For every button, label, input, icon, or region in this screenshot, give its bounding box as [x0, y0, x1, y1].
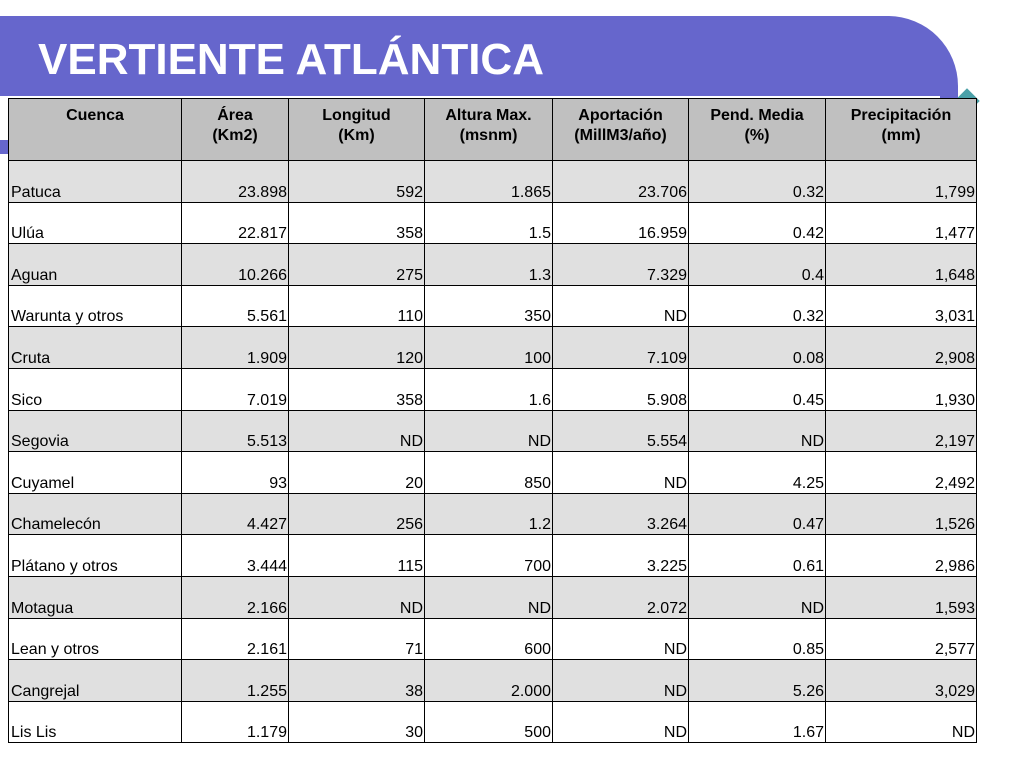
table-cell-altura-max: 1.2 [425, 493, 553, 535]
table-cell-pend-media: ND [689, 410, 826, 452]
table-cell-area: 7.019 [182, 368, 289, 410]
column-header-longitud [289, 99, 425, 161]
data-table [8, 98, 977, 743]
row-label-cell: Sico [9, 368, 182, 410]
table-cell-area: 1.909 [182, 327, 289, 369]
row-label-cell: Cuyamel [9, 452, 182, 494]
table-cell-area: 3.444 [182, 535, 289, 577]
table-header-row [9, 99, 977, 161]
data-table-container [8, 98, 976, 743]
table-row [9, 493, 977, 535]
table-cell-precipitacion: 2,577 [826, 618, 977, 660]
table-body [9, 161, 977, 743]
table-cell-altura-max: 1.5 [425, 202, 553, 244]
table-cell-area: 5.561 [182, 285, 289, 327]
table-cell-precipitacion: 1,930 [826, 368, 977, 410]
column-header-line: Aportación [578, 107, 663, 124]
table-row [9, 202, 977, 244]
row-label-cell: Lis Lis [9, 701, 182, 743]
column-header-line: Área [217, 107, 253, 124]
table-cell-aportacion: 3.264 [553, 493, 689, 535]
row-label-cell: Cruta [9, 327, 182, 369]
column-header-line: Longitud [322, 107, 391, 124]
table-cell-altura-max: 600 [425, 618, 553, 660]
column-header-pend-media [689, 99, 826, 161]
table-cell-precipitacion: 1,593 [826, 576, 977, 618]
column-header-line: Altura Max. [445, 107, 532, 124]
table-cell-altura-max: 850 [425, 452, 553, 494]
table-cell-aportacion: 2.072 [553, 576, 689, 618]
table-cell-pend-media: 0.45 [689, 368, 826, 410]
table-cell-pend-media: 0.4 [689, 244, 826, 286]
table-cell-altura-max: 700 [425, 535, 553, 577]
table-cell-pend-media: 0.08 [689, 327, 826, 369]
row-label-cell: Aguan [9, 244, 182, 286]
table-cell-altura-max: 500 [425, 701, 553, 743]
table-cell-aportacion: ND [553, 618, 689, 660]
table-row [9, 410, 977, 452]
table-cell-aportacion: 16.959 [553, 202, 689, 244]
table-cell-area: 22.817 [182, 202, 289, 244]
table-row [9, 244, 977, 286]
table-cell-precipitacion: 1,477 [826, 202, 977, 244]
column-header-line: (mm) [881, 127, 921, 144]
table-cell-longitud: 358 [289, 368, 425, 410]
table-cell-pend-media: 0.85 [689, 618, 826, 660]
table-cell-area: 23.898 [182, 161, 289, 203]
table-cell-precipitacion: 1,526 [826, 493, 977, 535]
column-header-line: (%) [744, 127, 770, 144]
column-header-line: Pend. Media [710, 107, 804, 124]
table-cell-aportacion: 5.554 [553, 410, 689, 452]
table-cell-aportacion: 7.329 [553, 244, 689, 286]
table-cell-area: 1.255 [182, 660, 289, 702]
column-header-line: Cuenca [66, 107, 124, 124]
row-label-cell: Patuca [9, 161, 182, 203]
table-cell-pend-media: ND [689, 576, 826, 618]
table-cell-aportacion: ND [553, 285, 689, 327]
table-cell-precipitacion: 2,986 [826, 535, 977, 577]
row-label-cell: Ulúa [9, 202, 182, 244]
table-cell-area: 10.266 [182, 244, 289, 286]
column-header-precipitacion [826, 99, 977, 161]
table-cell-aportacion: ND [553, 452, 689, 494]
table-cell-precipitacion: 3,031 [826, 285, 977, 327]
table-cell-aportacion: ND [553, 701, 689, 743]
row-label-cell: Cangrejal [9, 660, 182, 702]
table-cell-altura-max: ND [425, 576, 553, 618]
table-cell-altura-max: 350 [425, 285, 553, 327]
table-row [9, 285, 977, 327]
table-row [9, 161, 977, 203]
table-cell-aportacion: ND [553, 660, 689, 702]
table-cell-pend-media: 0.42 [689, 202, 826, 244]
column-header-line: (msnm) [459, 127, 518, 144]
column-header-cuenca [9, 99, 182, 161]
table-cell-altura-max: 1.865 [425, 161, 553, 203]
table-row [9, 368, 977, 410]
row-label-cell: Plátano y otros [9, 535, 182, 577]
table-row [9, 576, 977, 618]
column-header-altura-max [425, 99, 553, 161]
table-cell-longitud: 110 [289, 285, 425, 327]
table-cell-longitud: 30 [289, 701, 425, 743]
table-row [9, 660, 977, 702]
table-cell-longitud: 20 [289, 452, 425, 494]
column-header-line: Precipitación [850, 107, 952, 124]
table-cell-area: 4.427 [182, 493, 289, 535]
column-header-line: (MillM3/año) [574, 127, 667, 144]
table-cell-longitud: 120 [289, 327, 425, 369]
table-cell-precipitacion: 2,197 [826, 410, 977, 452]
table-cell-aportacion: 7.109 [553, 327, 689, 369]
row-label-cell: Lean y otros [9, 618, 182, 660]
table-cell-pend-media: 1.67 [689, 701, 826, 743]
table-cell-area: 1.179 [182, 701, 289, 743]
table-cell-altura-max: ND [425, 410, 553, 452]
table-row [9, 618, 977, 660]
table-cell-longitud: 358 [289, 202, 425, 244]
slide-title: VERTIENTE ATLÁNTICA [38, 35, 544, 84]
row-label-cell: Motagua [9, 576, 182, 618]
table-cell-longitud: 115 [289, 535, 425, 577]
table-cell-longitud: 38 [289, 660, 425, 702]
table-cell-precipitacion: 2,908 [826, 327, 977, 369]
table-cell-area: 2.161 [182, 618, 289, 660]
table-cell-longitud: 592 [289, 161, 425, 203]
row-label-cell: Segovia [9, 410, 182, 452]
table-cell-longitud: ND [289, 410, 425, 452]
column-header-line: (Km) [338, 127, 375, 144]
column-header-line: (Km2) [212, 127, 258, 144]
row-label-cell: Chamelecón [9, 493, 182, 535]
table-cell-longitud: 275 [289, 244, 425, 286]
column-header-area [182, 99, 289, 161]
table-cell-pend-media: 5.26 [689, 660, 826, 702]
table-cell-pend-media: 0.61 [689, 535, 826, 577]
table-cell-precipitacion: 1,799 [826, 161, 977, 203]
table-cell-precipitacion: 3,029 [826, 660, 977, 702]
table-cell-precipitacion: 1,648 [826, 244, 977, 286]
table-cell-altura-max: 1.3 [425, 244, 553, 286]
table-cell-precipitacion: 2,492 [826, 452, 977, 494]
table-cell-area: 2.166 [182, 576, 289, 618]
table-cell-pend-media: 0.47 [689, 493, 826, 535]
table-cell-altura-max: 2.000 [425, 660, 553, 702]
table-cell-longitud: ND [289, 576, 425, 618]
table-cell-altura-max: 100 [425, 327, 553, 369]
table-cell-area: 5.513 [182, 410, 289, 452]
table-cell-longitud: 256 [289, 493, 425, 535]
table-cell-aportacion: 5.908 [553, 368, 689, 410]
table-row [9, 452, 977, 494]
table-row [9, 535, 977, 577]
table-row [9, 701, 977, 743]
table-cell-pend-media: 0.32 [689, 161, 826, 203]
table-cell-precipitacion: ND [826, 701, 977, 743]
row-label-cell: Warunta y otros [9, 285, 182, 327]
table-row [9, 327, 977, 369]
column-header-aportacion [553, 99, 689, 161]
table-cell-altura-max: 1.6 [425, 368, 553, 410]
table-cell-longitud: 71 [289, 618, 425, 660]
table-cell-pend-media: 0.32 [689, 285, 826, 327]
table-cell-aportacion: 3.225 [553, 535, 689, 577]
table-cell-pend-media: 4.25 [689, 452, 826, 494]
table-cell-area: 93 [182, 452, 289, 494]
table-cell-aportacion: 23.706 [553, 161, 689, 203]
